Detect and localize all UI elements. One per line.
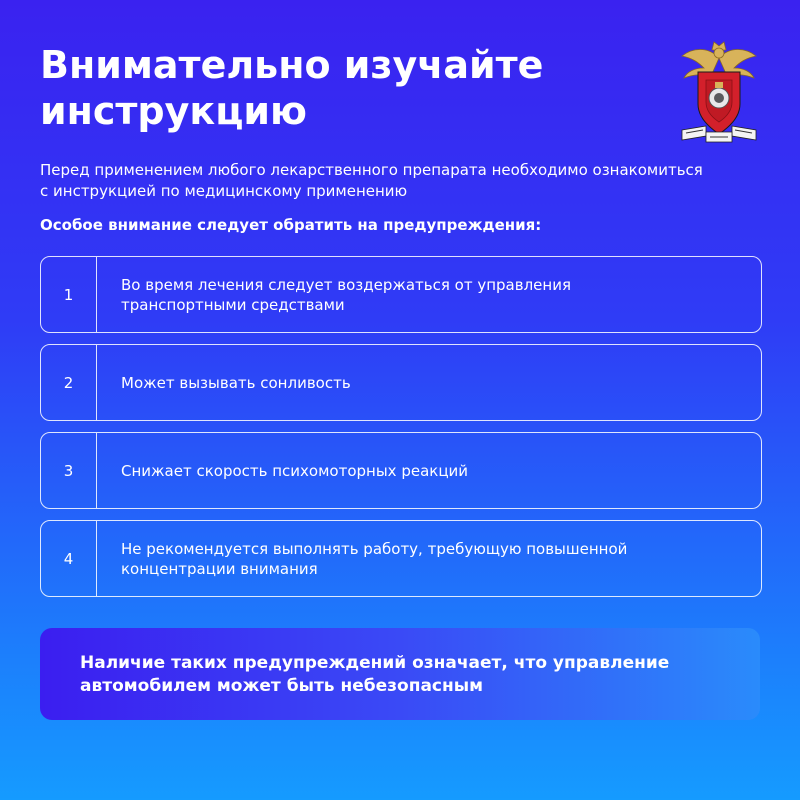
- warning-number: 2: [41, 345, 97, 420]
- warning-number: 1: [41, 257, 97, 332]
- banner-line-1: Наличие таких предупреждений означает, что управление: [80, 653, 670, 673]
- police-emblem-icon: [678, 36, 760, 146]
- warning-number: 3: [41, 433, 97, 508]
- attention-heading: Особое внимание следует обратить на предупреждения:: [40, 216, 542, 234]
- warning-text-line-1: Во время лечения следует воздержаться от управления: [121, 275, 571, 294]
- warning-item-4: [40, 520, 762, 597]
- warnings-list: [40, 256, 762, 608]
- warning-text-line-2: концентрации внимания: [121, 559, 318, 578]
- conclusion-banner: [40, 628, 760, 720]
- warning-text: [97, 275, 611, 315]
- intro-text: [40, 160, 770, 202]
- warning-text: [97, 373, 391, 393]
- page-title: [40, 42, 640, 134]
- warning-item-3: [40, 432, 762, 509]
- title-line-1: Внимательно изучайте: [40, 43, 544, 87]
- warning-text-line-1: Снижает скорость психомоторных реакций: [121, 461, 469, 480]
- warning-item-2: [40, 344, 762, 421]
- intro-line-2: с инструкцией по медицинскому применению: [40, 182, 408, 200]
- warning-text-line-2: транспортными средствами: [121, 295, 345, 314]
- warning-number: 4: [41, 521, 97, 596]
- title-line-2: инструкцию: [40, 89, 307, 133]
- warning-text-line-1: Может вызывать сонливость: [121, 373, 351, 392]
- warning-text: [97, 461, 508, 481]
- warning-text: [97, 539, 667, 579]
- banner-line-2: автомобилем может быть небезопасным: [80, 676, 484, 696]
- warning-text-line-1: Не рекомендуется выполнять работу, требующую повышенной: [121, 539, 628, 558]
- intro-line-1: Перед применением любого лекарственного препарата необходимо ознакомиться: [40, 161, 703, 179]
- warning-item-1: [40, 256, 762, 333]
